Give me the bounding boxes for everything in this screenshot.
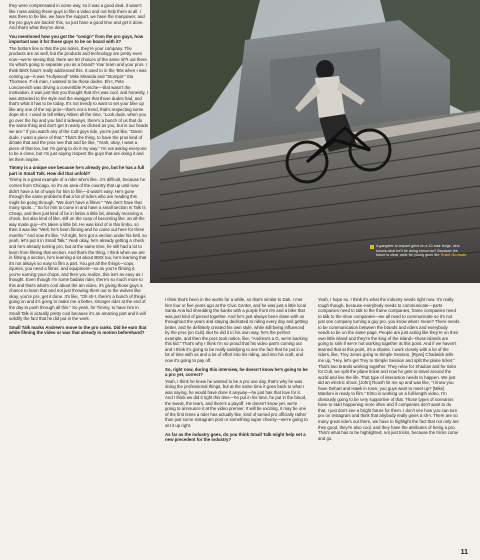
article-column-3 bbox=[318, 297, 460, 552]
paragraph: The bottom line is that the pro riders, they're your company. The products are as well, but the products and technology are pretty even now—we're seeing that, there are 50 choices of the same sh*t out there. So what's going to separate you as a brand? Your team and your pros. I think BMX hasn't really addressed this. It used to in the '80s when I was coming up—it was "Hollywood" Mike Miranda and "Stompin'" Stu Thomsen. F-ck man, I wanted to be those dudes. Eh-t, Pete Loncarevich was driving a convertible Porsche—that wasn't the motivation, it was just that you thought that sh-t was cool, and honestly, I was attracted to the style and the swagger that those dudes had, and that's what it has to be today. It's not trendy to want to set your bike up like any one of the top pros—that's not a trend, that's respecting some dope sh-t. I used to tell Mikey Aitken all the time, "Look dude, when you go over the hip and you fold it sideways, there's a bunch of us that do the same thing and don't get it nearly as clicked as you, but in our heads we are." If you watch any of the Cult guys ride, you're just like, "Damn dude, I want a piece of that." That's the thing, to have the pros kind of dictate that and the pros see that and be like, "Yeah, okay, I want a piece of that too, but I'm going to do it my way." I'm not asking everyone to be a clone, but I'm just saying respect the guys that are doing it and let them inspire. bbox=[9, 45, 148, 162]
interview-question: Small Talk marks Andrew's move to the pro ranks. Did he earn that while filming the video or was that already in motion beforehand? bbox=[9, 324, 147, 336]
paragraph: Yeah, I think he knew he wanted to be a pro one day, that's why he was doing the professional things, but at the same time it goes back to what I was saying, he would have done it anyway—he just has that love for it. And I think we did it right this time—he put in his time, he put in the blood, the sweat, the tears, and there's a payoff. He doesn't know yet, we're going to announce it at the video premier. It will be exciting, it may be one of the first times a rider has actually like, kind of turned pro officially rather than just some Instagram post or something super cheesy—we're going to set it up right. bbox=[165, 378, 308, 429]
rider-photo bbox=[150, 0, 480, 283]
caption-text: A gangster-to-impact grind on a 12-stair ledge, who knows what he'll be doing tomorrow? Because the future is clear, wide for young guns like bbox=[376, 244, 460, 258]
article-column-1 bbox=[9, 3, 148, 551]
caption-marker bbox=[370, 245, 374, 249]
paragraph: they were compensated in some way, so it was a good deal. It wasn't like I was asking these guys to film a video and not help them at all. I was there to be like, we have the support, we have the manpower, and the pro guys are backin' this, so just have a good time and get it done. And that's what they've done. bbox=[9, 3, 145, 31]
paragraph: Timmy is a great example of a rider who's like...it's difficult, because he comes from Chicago, so it's an area of the country that up until now didn't have a lot of ways for him to film—it wasn't easy. He's gone through the same problems that a lot of riders who are reading this might be going through. "We don't have a filmer." "We don't have that many spots..." So for him to come in and have a small section in Talk Is Cheap, and then just kind of be in limbo a little bit, already receiving a check, but also kind of like, still on the cusp of becoming like, an all the way made guy—it's taken a little bit. He was kind of in this limbo, so then it was like "Well, he's been filming and he came out here for three months." And now it's like, "All right, he's got a section under his belt, so yeah, let's put it in Small Talk." Yeah okay, he's already getting a check and he's already turning pro, but at the same time, he still had a lot to learn from filming that section. And that's the thing, I think when we are in filming a section, he's learning a lot about BMX too, he's learning that it's not always so easy to film a part. You get all the things—cops, injuries, you need a filmer, and equipment—so as you're filming it, you're earning your chops, and then you realize, this isn't as easy as I thought. Even though I'm some badass rider, there's so much more to this and that's what's cool about the am video, it's giving those guys a chance to learn that and not just throwing them out to the wolves like okay, you're pro, get it done. It's like, "Oh sh-t, there's a bunch of things going on and it's going to make me a better, stronger rider at the end of the day to push through all this." So yeah, for Timmy, to have him in Small Talk is actually pretty cool because it's an amazing part and it will solidify the fact that he did put in the work. bbox=[9, 177, 147, 322]
interview-question: Timmy is a unique one because he's already pro, but he has a full part in Small Talk. How did that unfold? bbox=[9, 165, 145, 176]
photo-credit: Grant Germain bbox=[440, 253, 467, 258]
interview-question: So, right now, during this interview, he doesn't know he's going to be a pro yet, correct? bbox=[165, 366, 308, 378]
page-number: 11 bbox=[460, 549, 468, 556]
interview-question: You mentioned how you got the "cosign" from the pro guys, how important was it for those guys to be on board with it? bbox=[9, 33, 144, 45]
paragraph: I think that's been in the works for a while, so that's similar to Dak. I met him four or five years ago at the Civic Center, and he was just a little local Santa Ana kid shredding the banks with a purple front rim and a bike that was just kind of pieced together. And he's just always been down with us throughout the years and staying dedicated to riding every day and getting better, and he definitely created his own style, while still being influenced by the pros [on Cult]. But he did it in his own way, he's the perfect example, and then the pros took notice, like, "Andrew's a G, we're backing this kid." That's why I think I'm so proud that his video part's coming out and I think it's going to be really satisfying to see the fact that he put in a lot of time with us and a lot of effort into his riding, and into his craft, and now it's going to pay off. bbox=[165, 297, 308, 364]
photo-caption bbox=[370, 244, 468, 258]
article-column-2 bbox=[165, 297, 308, 552]
interview-question: As far as the industry goes, do you think Small Talk might help set a new precedent for the industry? bbox=[165, 431, 306, 443]
paragraph: Yeah, I hope so. I think it's what the industry needs right now. It's really tough though, because everybody needs to communicate—parts companies need to talk to the frame companies, frame companies need to talk to the shoe companies—we all need to communicate so it's not just one company turning a guy pro, you know what I mean? There needs to be communication between the brands and riders and everybody needs to be on the same page. People are just acting like they're on their own little island and they're the king of the island—those islands are going to sink if we're not working together at this point. And if we haven't learned that at this point, it's a shame. I work closely with a lot of the riders, like, Trey Jones going to Simple Session, [Ryan] Chadwick tells me up, "Hey, let's get Trey to Simple Session and split the plane ticket." That's two brands working together. They relax for Shadow and he rides for Cult, we split the plane ticket and now he gets to travel around the world and live the life. That type of interaction needs to happen. We just did an electric shoot, [John] Roush hit me up and was like, "I know you have Dehart and Hawk in town, you guys want to meet up? [Mike] Mardoni is ready to film." Elmo is working on a full-length video, I'm obviously going to be very supportive of that. Those types of scenarios have to start happening more often and if companies don't want to do that, I just don't see a bright future for them. I don't see how you can turn pro on Instagram and think that anybody really gives a sh-t. There are so many great riders out there, we have to highlight the fact that not only are they good, they're also cool, and they have the attributes of being a pro. That's what has to be highlighted, not just tricks, because the tricks come and go. bbox=[318, 297, 460, 441]
